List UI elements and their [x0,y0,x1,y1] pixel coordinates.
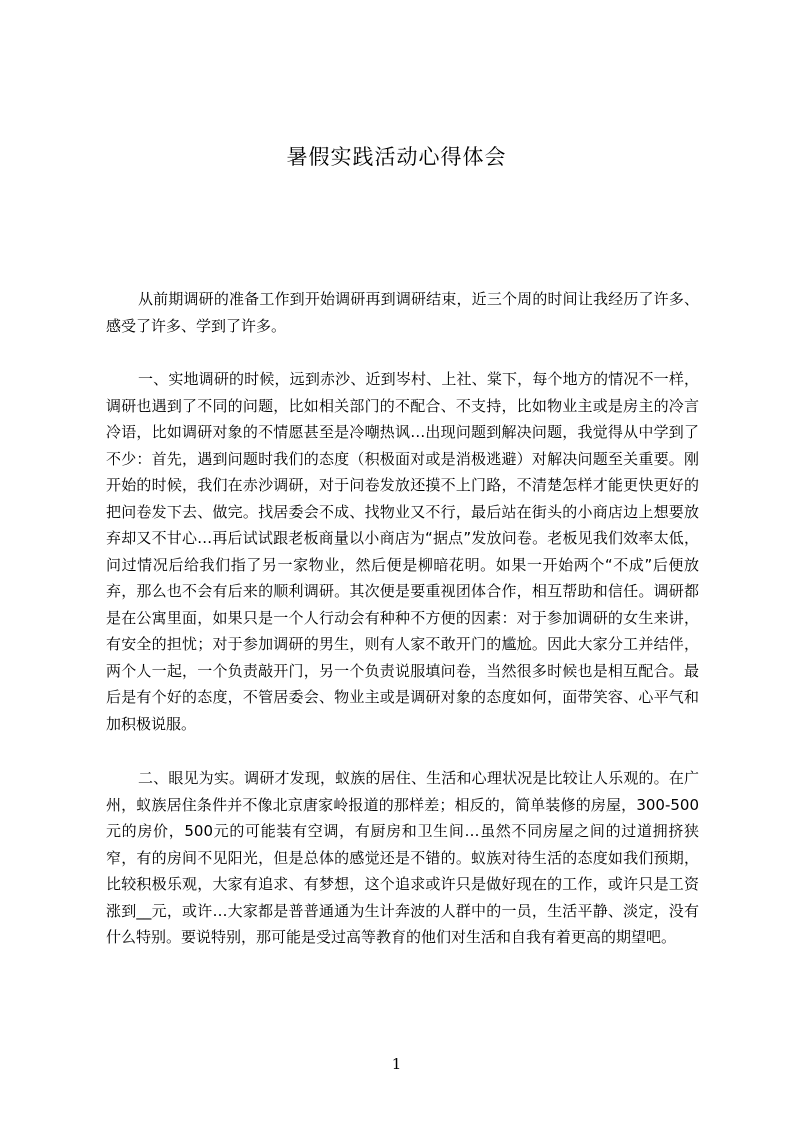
paragraph-observation: 二、眼见为实。调研才发现，蚁族的居住、生活和心理状况是比较让人乐观的。在广州，蚁族居住条件并不像北京唐家岭报道的那样差；相反的，简单装修的房屋，300-500元的房价，500元的可能装有空调，有厨房和卫生间…虽然不同房屋之间的过道拥挤狭窄，有的房间不见阳光，但是总体的感觉还是不错的。蚁族对待生活的态度如我们预期，比较积极乐观，大家有追求、有梦想，这个追求或许只是做好现在的工作，或许只是工资涨到__元，或许…大家都是普普通通为生计奔波的人群中的一员，生活平静、淡定，没有什么特别。要说特别，那可能是受过高等教育的他们对生活和自我有着更高的期望吧。 [106,769,699,946]
paragraph-intro: 从前期调研的准备工作到开始调研再到调研结束，近三个周的时间让我经历了许多、感受了许多、学到了许多。 [106,290,699,335]
paragraph-fieldwork: 一、实地调研的时候，远到赤沙、近到岑村、上社、棠下，每个地方的情况不一样，调研也遇到了不同的问题，比如相关部门的不配合、不支持，比如物业主或是房主的冷言冷语，比如调研对象的不情愿甚至是冷嘲热讽…出现问题到解决问题，我觉得从中学到了不少：首先，遇到问题时我们的态度（积极面对或是消极逃避）对解决问题至关重要。刚开始的时候，我们在赤沙调研，对于问卷发放还摸不上门路，不清楚怎样才能更快更好的把问卷发下去、做完。找居委会不成、找物业又不行，最后站在街头的小商店边上想要放弃却又不甘心…再后试试跟老板商量以小商店为“据点”发放问卷。老板见我们效率太低，问过情况后给我们指了另一家物业，然后便是柳暗花明。如果一开始两个“不成”后便放弃，那么也不会有后来的顺利调研。其次便是要重视团体合作，相互帮助和信任。调研都是在公寓里面，如果只是一个人行动会有种种不方便的因素：对于参加调研的女生来讲，有安全的担忧；对于参加调研的男生，则有人家不敢开门的尴尬。因此大家分工并结伴，两个人一起，一个负责敲开门，另一个负责说服填问卷，当然很多时候也是相互配合。最后是有个好的态度，不管居委会、物业主或是调研对象的态度如何，面带笑容、心平气和加积极说服。 [106,370,699,733]
page-number: 1 [391,1055,402,1073]
page-title: 暑假实践活动心得体会 [286,145,507,169]
